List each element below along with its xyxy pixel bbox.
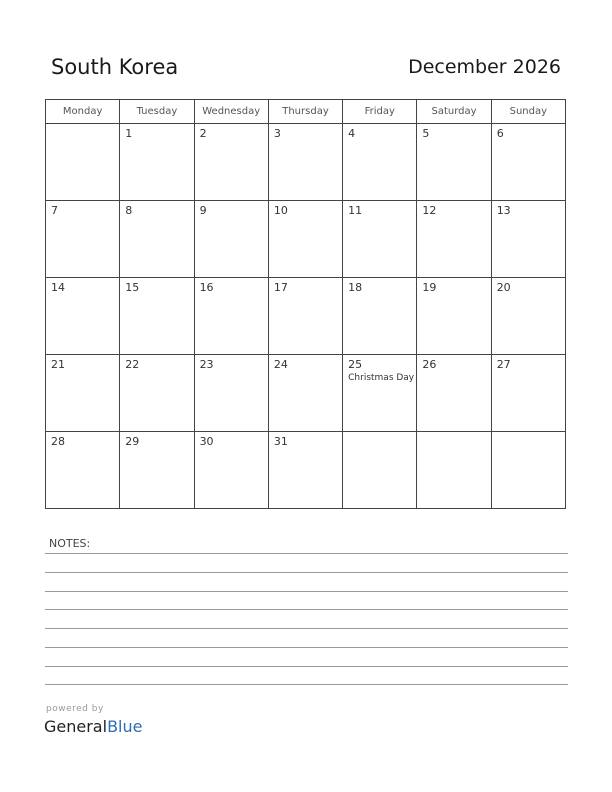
- day-cell: [491, 432, 565, 509]
- holiday-label: Christmas Day: [348, 373, 415, 383]
- day-cell: [120, 201, 194, 278]
- weekday-header: Wednesday: [194, 100, 268, 124]
- day-number: 11: [348, 204, 363, 217]
- notes-line: [45, 666, 568, 667]
- day-cell: [46, 432, 120, 509]
- weekday-header: Friday: [343, 100, 417, 124]
- day-number: 3: [273, 127, 281, 140]
- week-row: [46, 278, 566, 355]
- day-number: 6: [496, 127, 504, 140]
- notes-line: [45, 553, 568, 554]
- day-cell: [268, 201, 342, 278]
- month-title: December 2026: [408, 56, 561, 78]
- day-cell: [491, 201, 565, 278]
- brand-name-general: General: [44, 717, 108, 736]
- day-cell: [343, 201, 417, 278]
- day-number: 1: [125, 127, 133, 140]
- day-cell: [417, 432, 491, 509]
- day-cell: [194, 124, 268, 201]
- notes-line: [45, 647, 568, 648]
- day-cell: [343, 278, 417, 355]
- day-cell: [194, 201, 268, 278]
- day-cell: [120, 355, 194, 432]
- weekday-header: Monday: [46, 100, 120, 124]
- day-number: 17: [273, 281, 288, 294]
- day-number: 7: [51, 204, 58, 217]
- day-cell: [343, 432, 417, 509]
- day-cell: [268, 355, 342, 432]
- brand-logo[interactable]: [44, 717, 142, 736]
- day-cell: [491, 124, 565, 201]
- day-cell: [120, 432, 194, 509]
- day-cell: [417, 278, 491, 355]
- day-number: 8: [125, 204, 133, 217]
- day-number: 13: [496, 204, 511, 217]
- day-cell: [343, 124, 417, 201]
- weekday-header: Sunday: [491, 100, 565, 124]
- day-cell: [120, 278, 194, 355]
- day-number: 5: [422, 127, 430, 140]
- brand-name-blue: Blue: [107, 717, 143, 736]
- day-number: 23: [199, 358, 214, 371]
- week-row: [46, 355, 566, 432]
- day-number: 30: [199, 435, 214, 448]
- calendar-grid: [45, 99, 566, 509]
- day-number: 21: [51, 358, 65, 371]
- powered-by-text: powered by: [46, 704, 104, 714]
- day-number: 20: [496, 281, 511, 294]
- day-number: 2: [199, 127, 207, 140]
- notes-label: NOTES:: [49, 537, 91, 550]
- day-cell: [343, 355, 417, 432]
- day-number: 9: [199, 204, 207, 217]
- day-cell: [491, 278, 565, 355]
- week-row: [46, 201, 566, 278]
- day-cell: [120, 124, 194, 201]
- day-cell: [46, 201, 120, 278]
- weekday-header: Thursday: [268, 100, 342, 124]
- notes-line: [45, 572, 568, 573]
- day-cell: [46, 124, 120, 201]
- notes-line: [45, 684, 568, 685]
- day-number: 28: [51, 435, 65, 448]
- day-number: 14: [51, 281, 65, 294]
- weekday-header: Tuesday: [120, 100, 194, 124]
- week-row: [46, 124, 566, 201]
- day-number: 26: [422, 358, 437, 371]
- day-number: 10: [273, 204, 288, 217]
- notes-line: [45, 628, 568, 629]
- day-cell: [194, 432, 268, 509]
- day-number: 22: [125, 358, 140, 371]
- day-cell: [194, 278, 268, 355]
- day-number: 27: [496, 358, 511, 371]
- day-cell: [268, 124, 342, 201]
- day-number: 25: [348, 358, 363, 371]
- day-number: 19: [422, 281, 437, 294]
- day-number: 16: [199, 281, 214, 294]
- day-number: 24: [273, 358, 288, 371]
- day-number: 15: [125, 281, 140, 294]
- country-title: South Korea: [51, 55, 179, 79]
- day-cell: [417, 124, 491, 201]
- day-cell: [268, 278, 342, 355]
- day-cell: [417, 355, 491, 432]
- day-cell: [46, 355, 120, 432]
- day-cell: [194, 355, 268, 432]
- day-number: 31: [273, 435, 288, 448]
- day-number: 29: [125, 435, 140, 448]
- day-cell: [268, 432, 342, 509]
- day-cell: [46, 278, 120, 355]
- weekday-header-row: [46, 100, 566, 124]
- day-cell: [417, 201, 491, 278]
- notes-line: [45, 591, 568, 592]
- week-row: [46, 432, 566, 509]
- day-number: 4: [348, 127, 356, 140]
- day-number: 12: [422, 204, 437, 217]
- notes-line: [45, 609, 568, 610]
- weekday-header: Saturday: [417, 100, 491, 124]
- day-cell: [491, 355, 565, 432]
- day-number: 18: [348, 281, 363, 294]
